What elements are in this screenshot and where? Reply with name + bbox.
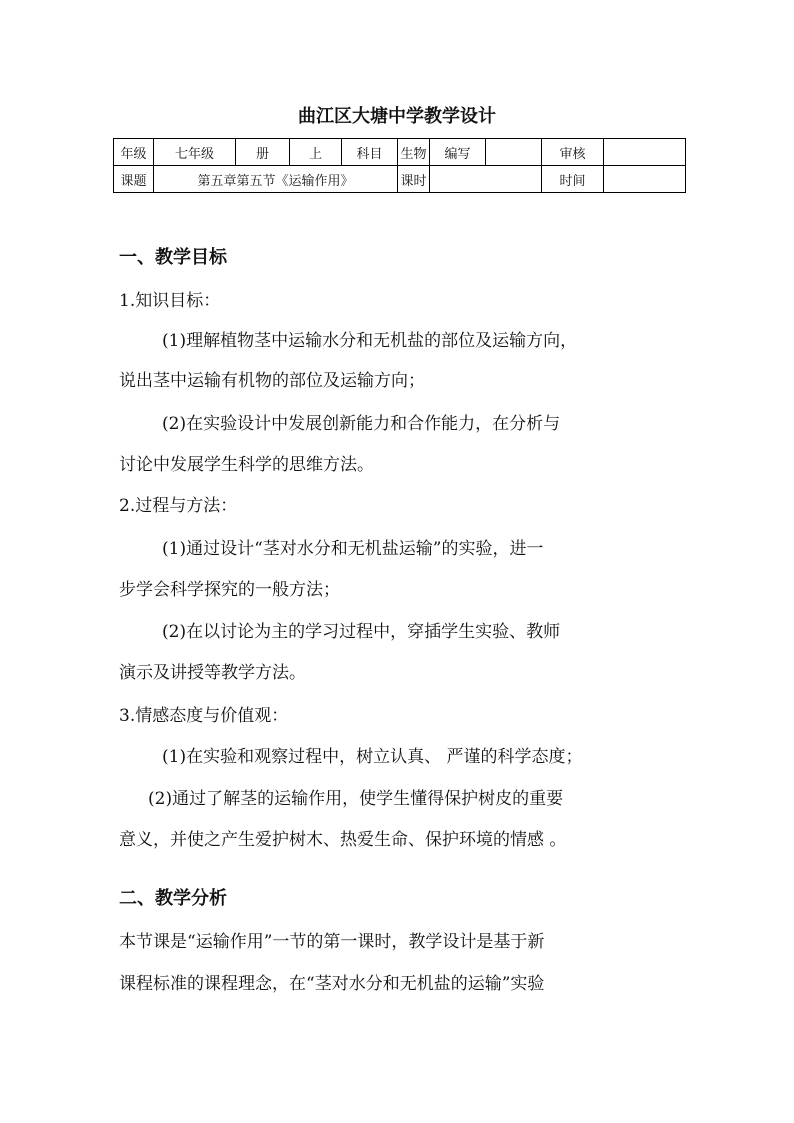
volume-label: 册	[236, 139, 290, 166]
process-methods-title: 2.过程与方法：	[119, 496, 238, 516]
reviewer-value	[604, 139, 686, 166]
grade-value: 七年级	[154, 139, 236, 166]
lesson-info-table	[113, 138, 686, 193]
knowledge-item-2-line-1: (2)在实验设计中发展创新能力和合作能力，在分析与	[162, 414, 561, 434]
time-label: 时间	[542, 166, 604, 193]
emotion-item-2-line-2: 意义，并使之产生爱护树木、热爱生命、保护环境的情感 。	[119, 830, 567, 850]
grade-label: 年级	[114, 139, 154, 166]
time-value	[604, 166, 686, 193]
author-label: 编写	[430, 139, 486, 166]
knowledge-item-2-line-2: 讨论中发展学生科学的思维方法。	[119, 455, 374, 475]
process-item-1-line-2: 步学会科学探究的一般方法；	[119, 580, 340, 600]
section-heading-objectives: 一、教学目标	[119, 247, 227, 268]
subject-label: 科目	[342, 139, 398, 166]
analysis-paragraph-line-2: 课程标准的课程理念，在“茎对水分和无机盐的运输”实验	[119, 974, 545, 994]
reviewer-label: 审核	[542, 139, 604, 166]
knowledge-item-1-line-1: (1)理解植物茎中运输水分和无机盐的部位及运输方向，	[162, 331, 578, 351]
period-value	[430, 166, 542, 193]
document-title: 曲江区大塘中学教学设计	[298, 106, 496, 127]
info-row-grade	[114, 139, 686, 166]
period-label: 课时	[398, 166, 430, 193]
process-item-2-line-2: 演示及讲授等教学方法。	[119, 663, 306, 683]
subject-value: 生物	[398, 139, 430, 166]
knowledge-objectives-title: 1.知识目标：	[119, 291, 221, 311]
knowledge-item-1-line-2: 说出茎中运输有机物的部位及运输方向；	[119, 371, 425, 391]
emotion-item-1-line-1: (1)在实验和观察过程中，树立认真、 严谨的科学态度；	[162, 747, 583, 767]
topic-label: 课题	[114, 166, 154, 193]
analysis-paragraph-line-1: 本节课是“运输作用”一节的第一课时，教学设计是基于新	[119, 932, 545, 952]
info-row-topic	[114, 166, 686, 193]
process-item-2-line-1: (2)在以讨论为主的学习过程中，穿插学生实验、教师	[162, 622, 561, 642]
emotion-item-2-line-1: (2)通过了解茎的运输作用，使学生懂得保护树皮的重要	[148, 789, 564, 809]
volume-value: 上	[290, 139, 342, 166]
emotion-values-title: 3.情感态度与价值观：	[119, 706, 289, 726]
process-item-1-line-1: (1)通过设计“茎对水分和无机盐运输”的实验，进一	[162, 539, 544, 559]
author-value	[486, 139, 542, 166]
section-heading-analysis: 二、教学分析	[119, 888, 227, 909]
topic-value: 第五章第五节《运输作用》	[154, 166, 398, 193]
